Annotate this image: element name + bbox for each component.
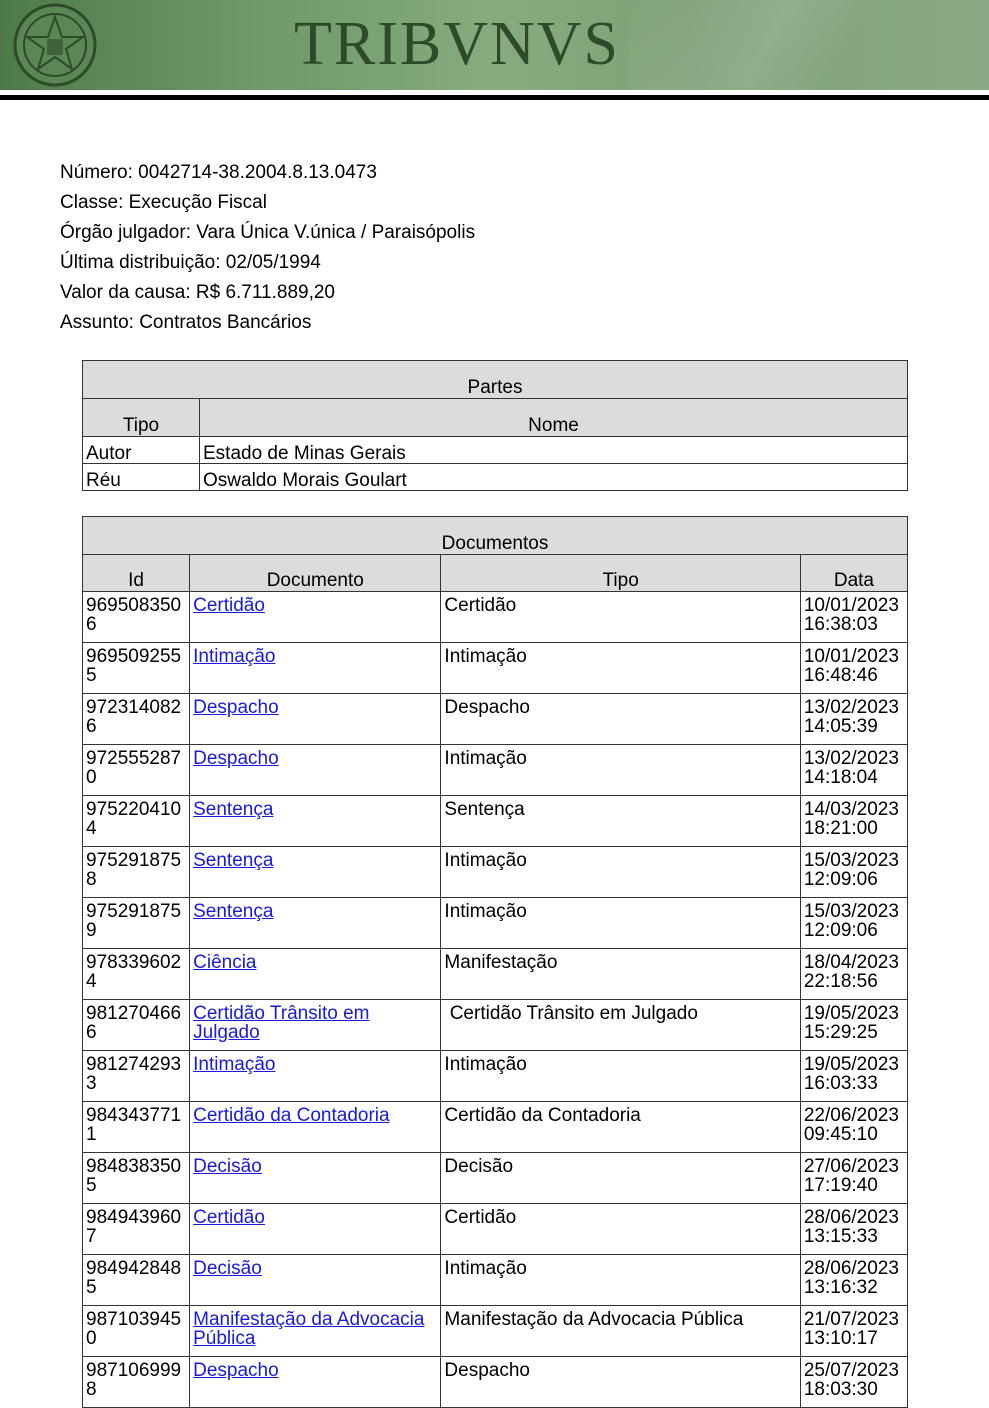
documento-data-cell: 15/03/2023 12:09:06 — [800, 847, 907, 898]
documento-row — [83, 1204, 908, 1255]
process-valor: Valor da causa: R$ 6.711.889,20 — [60, 282, 335, 303]
documento-id-cell: 9695092555 — [83, 643, 190, 694]
documento-data-cell: 13/02/2023 14:18:04 — [800, 745, 907, 796]
partes-row — [83, 437, 908, 464]
documento-data-cell: 27/06/2023 17:19:40 — [800, 1153, 907, 1204]
partes-col-tipo: Tipo — [83, 399, 200, 437]
documento-link[interactable]: Despacho — [193, 748, 279, 769]
documento-tipo-cell: Sentença — [441, 796, 800, 847]
partes-table — [82, 360, 908, 491]
partes-nome-cell: Oswaldo Morais Goulart — [200, 464, 908, 491]
process-numero: Número: 0042714-38.2004.8.13.0473 — [60, 162, 377, 183]
documento-id-cell: 9725552870 — [83, 745, 190, 796]
documento-link-cell — [190, 1255, 441, 1306]
documento-data-cell: 18/04/2023 22:18:56 — [800, 949, 907, 1000]
documento-tipo-cell: Intimação — [441, 898, 800, 949]
documento-link[interactable]: Certidão da Contadoria — [193, 1105, 390, 1126]
documento-row — [83, 1306, 908, 1357]
documentos-col-tipo: Tipo — [441, 555, 800, 592]
documento-row — [83, 1153, 908, 1204]
documento-row — [83, 592, 908, 643]
documento-link[interactable]: Certidão — [193, 1207, 265, 1228]
documento-tipo-cell: Intimação — [441, 847, 800, 898]
documento-tipo-cell: Despacho — [441, 694, 800, 745]
documento-link[interactable]: Sentença — [193, 901, 274, 922]
partes-title: Partes — [83, 361, 908, 399]
documento-tipo-cell: Intimação — [441, 1255, 800, 1306]
documento-link-cell — [190, 949, 441, 1000]
brand-logo-text: TRIBVNVS — [294, 10, 621, 78]
documentos-col-data: Data — [800, 555, 907, 592]
process-distribuicao: Última distribuição: 02/05/1994 — [60, 252, 321, 273]
documento-id-cell: 9848383505 — [83, 1153, 190, 1204]
documento-id-cell: 9812742933 — [83, 1051, 190, 1102]
documento-link[interactable]: Ciência — [193, 952, 257, 973]
documento-tipo-cell: Certidão — [441, 592, 800, 643]
partes-tipo-cell: Autor — [83, 437, 200, 464]
partes-tipo-cell: Réu — [83, 464, 200, 491]
documento-row — [83, 898, 908, 949]
documento-link-cell — [190, 898, 441, 949]
documento-link-cell — [190, 1153, 441, 1204]
documento-id-cell: 9843437711 — [83, 1102, 190, 1153]
documento-id-cell: 9752918758 — [83, 847, 190, 898]
documento-link-cell — [190, 1306, 441, 1357]
documento-data-cell: 25/07/2023 18:03:30 — [800, 1357, 907, 1408]
documento-tipo-cell: Manifestação da Advocacia Pública — [441, 1306, 800, 1357]
documento-data-cell: 21/07/2023 13:10:17 — [800, 1306, 907, 1357]
documento-data-cell: 19/05/2023 16:03:33 — [800, 1051, 907, 1102]
documento-tipo-cell: Certidão — [441, 1204, 800, 1255]
header-divider-dark — [0, 95, 989, 100]
documento-link[interactable]: Manifestação da Advocacia Pública — [193, 1309, 425, 1349]
documento-link-cell — [190, 1051, 441, 1102]
documento-link-cell — [190, 643, 441, 694]
documento-id-cell: 9871039450 — [83, 1306, 190, 1357]
documento-tipo-cell: Intimação — [441, 1051, 800, 1102]
documento-link[interactable]: Decisão — [193, 1156, 262, 1177]
documento-link[interactable]: Sentença — [193, 799, 274, 820]
documento-link-cell — [190, 1000, 441, 1051]
documento-tipo-cell: Manifestação — [441, 949, 800, 1000]
documento-row — [83, 847, 908, 898]
documento-data-cell: 28/06/2023 13:16:32 — [800, 1255, 907, 1306]
documento-id-cell: 9849439607 — [83, 1204, 190, 1255]
banner-decoration — [629, 0, 989, 90]
documento-row — [83, 643, 908, 694]
documento-id-cell: 9849428485 — [83, 1255, 190, 1306]
documento-tipo-cell: Decisão — [441, 1153, 800, 1204]
documentos-table — [82, 516, 908, 1408]
documento-link-cell — [190, 1102, 441, 1153]
documento-data-cell: 10/01/2023 16:48:46 — [800, 643, 907, 694]
documento-tipo-cell: Intimação — [441, 643, 800, 694]
documento-data-cell: 14/03/2023 18:21:00 — [800, 796, 907, 847]
documentos-title: Documentos — [83, 517, 908, 555]
documento-data-cell: 19/05/2023 15:29:25 — [800, 1000, 907, 1051]
documento-tipo-cell: Intimação — [441, 745, 800, 796]
process-assunto: Assunto: Contratos Bancários — [60, 312, 312, 333]
documento-row — [83, 1255, 908, 1306]
documento-link-cell — [190, 1204, 441, 1255]
documento-link[interactable]: Certidão Trânsito em Julgado — [193, 1003, 370, 1043]
process-orgao: Órgão julgador: Vara Única V.única / Paraisópolis — [60, 222, 476, 243]
documento-link-cell — [190, 796, 441, 847]
coat-of-arms-seal-icon — [12, 3, 98, 87]
documento-data-cell: 15/03/2023 12:09:06 — [800, 898, 907, 949]
documento-id-cell: 9695083506 — [83, 592, 190, 643]
documento-data-cell: 28/06/2023 13:15:33 — [800, 1204, 907, 1255]
documento-data-cell: 13/02/2023 14:05:39 — [800, 694, 907, 745]
documento-id-cell: 9812704666 — [83, 1000, 190, 1051]
partes-col-nome: Nome — [200, 399, 908, 437]
documento-link[interactable]: Decisão — [193, 1258, 262, 1279]
documento-link-cell — [190, 592, 441, 643]
documento-link-cell — [190, 847, 441, 898]
documento-link[interactable]: Despacho — [193, 1360, 279, 1381]
documento-link[interactable]: Intimação — [193, 646, 276, 667]
documento-link[interactable]: Sentença — [193, 850, 274, 871]
documentos-col-id: Id — [83, 555, 190, 592]
documento-data-cell: 10/01/2023 16:38:03 — [800, 592, 907, 643]
documento-id-cell: 9871069998 — [83, 1357, 190, 1408]
process-classe: Classe: Execução Fiscal — [60, 192, 267, 213]
documento-link[interactable]: Intimação — [193, 1054, 276, 1075]
documento-id-cell: 9752204104 — [83, 796, 190, 847]
documento-tipo-cell: Certidão da Contadoria — [441, 1102, 800, 1153]
documento-row — [83, 1102, 908, 1153]
documento-id-cell: 9783396024 — [83, 949, 190, 1000]
documento-id-cell: 9752918759 — [83, 898, 190, 949]
documento-id-cell: 9723140826 — [83, 694, 190, 745]
partes-nome-cell: Estado de Minas Gerais — [200, 437, 908, 464]
documento-row — [83, 949, 908, 1000]
documento-link[interactable]: Despacho — [193, 697, 279, 718]
documento-data-cell: 22/06/2023 09:45:10 — [800, 1102, 907, 1153]
documento-row — [83, 796, 908, 847]
documento-link[interactable]: Certidão — [193, 595, 265, 616]
partes-row — [83, 464, 908, 491]
documento-row — [83, 694, 908, 745]
documento-row — [83, 1000, 908, 1051]
documento-link-cell — [190, 694, 441, 745]
documento-row — [83, 1051, 908, 1102]
documento-row — [83, 745, 908, 796]
documento-link-cell — [190, 745, 441, 796]
documentos-col-documento: Documento — [190, 555, 441, 592]
header-banner — [0, 0, 989, 90]
documento-tipo-cell: Despacho — [441, 1357, 800, 1408]
documento-tipo-cell: Certidão Trânsito em Julgado — [441, 1000, 800, 1051]
process-info — [60, 160, 475, 340]
